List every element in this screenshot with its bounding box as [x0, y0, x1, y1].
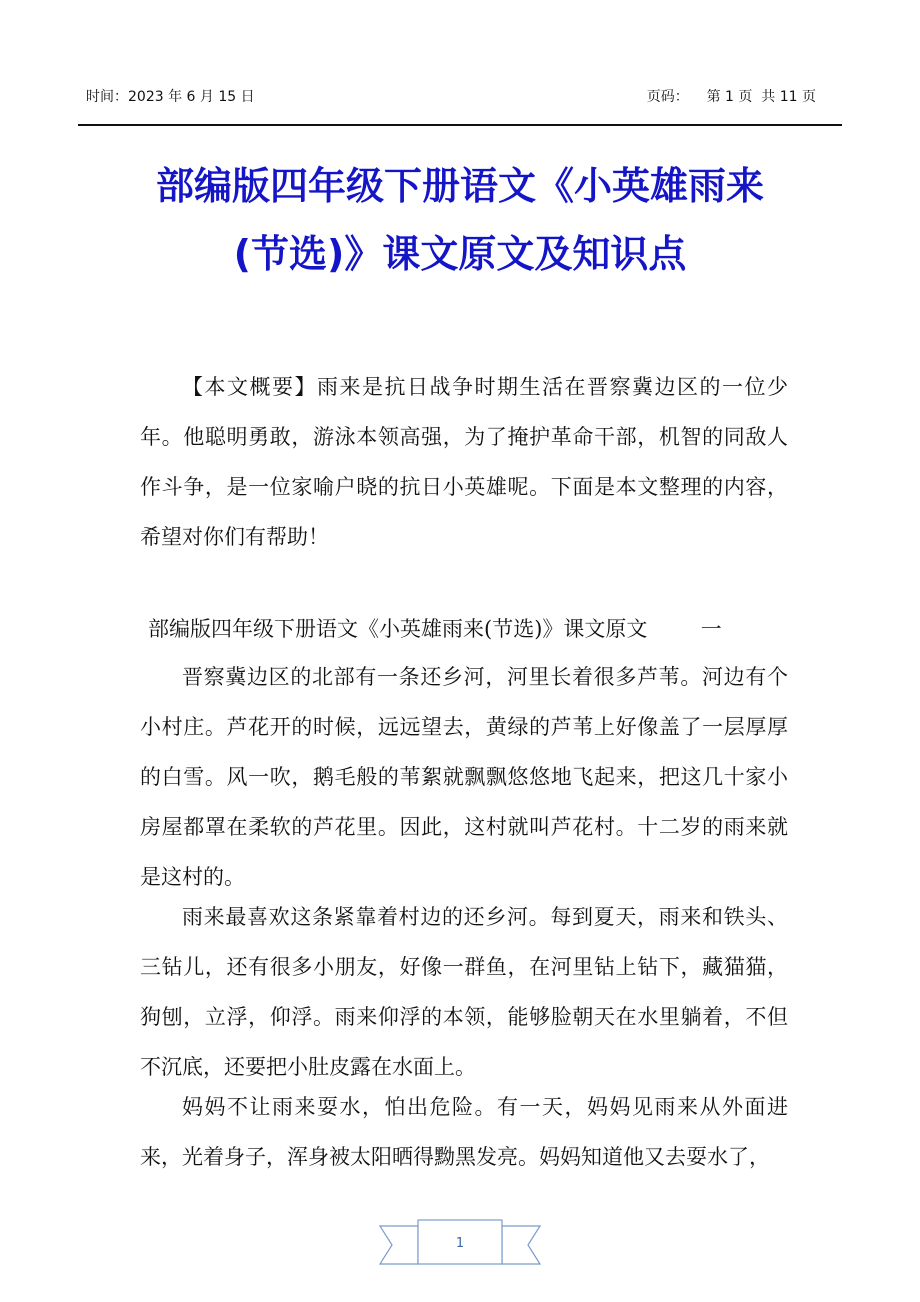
document-title	[80, 152, 840, 288]
body-paragraph-1: 晋察冀边区的北部有一条还乡河，河里长着很多芦苇。河边有个小村庄。芦花开的时候，远远望去，黄绿的芦苇上好像盖了一层厚厚的白雪。风一吹，鹅毛般的苇絮就飘飘悠悠地飞起来，把这几十家小房屋都罩在柔软的芦花里。因此，这村就叫芦花村。十二岁的雨来就是这村的。	[140, 665, 788, 889]
title-line-2: (节选)》课文原文及知识点	[233, 232, 687, 276]
page-number: 1	[455, 1236, 465, 1251]
body-paragraph-2: 雨来最喜欢这条紧靠着村边的还乡河。每到夏天，雨来和铁头、三钻儿，还有很多小朋友，好像一群鱼，在河里钻上钻下，藏猫猫，狗刨，立浮，仰浮。雨来仰浮的本领，能够脸朝天在水里躺着，不但不沉底，还要把小肚皮露在水面上。	[140, 905, 788, 1079]
section-heading: 部编版四年级下册语文《小英雄雨来(节选)》课文原文 一	[148, 617, 722, 641]
header-page-count: 页码： 第 1 页 共 11 页	[646, 89, 816, 105]
page-header	[86, 86, 816, 110]
summary-paragraph: 【本文概要】雨来是抗日战争时期生活在晋察冀边区的一位少年。他聪明勇敢，游泳本领高强，为了掩护革命干部，机智的同敌人作斗争，是一位家喻户晓的抗日小英雄呢。下面是本文整理的内容，希望对你们有帮助！	[140, 375, 788, 549]
page-number-ribbon	[378, 1216, 542, 1270]
body-paragraph-3: 妈妈不让雨来耍水，怕出危险。有一天，妈妈见雨来从外面进来，光着身子，浑身被太阳晒得黝黑发亮。妈妈知道他又去耍水了，	[140, 1095, 788, 1169]
title-line-1: 部编版四年级下册语文《小英雄雨来	[155, 164, 764, 208]
header-date: 时间：2023 年 6 月 15 日	[86, 89, 255, 105]
header-divider	[78, 124, 842, 126]
